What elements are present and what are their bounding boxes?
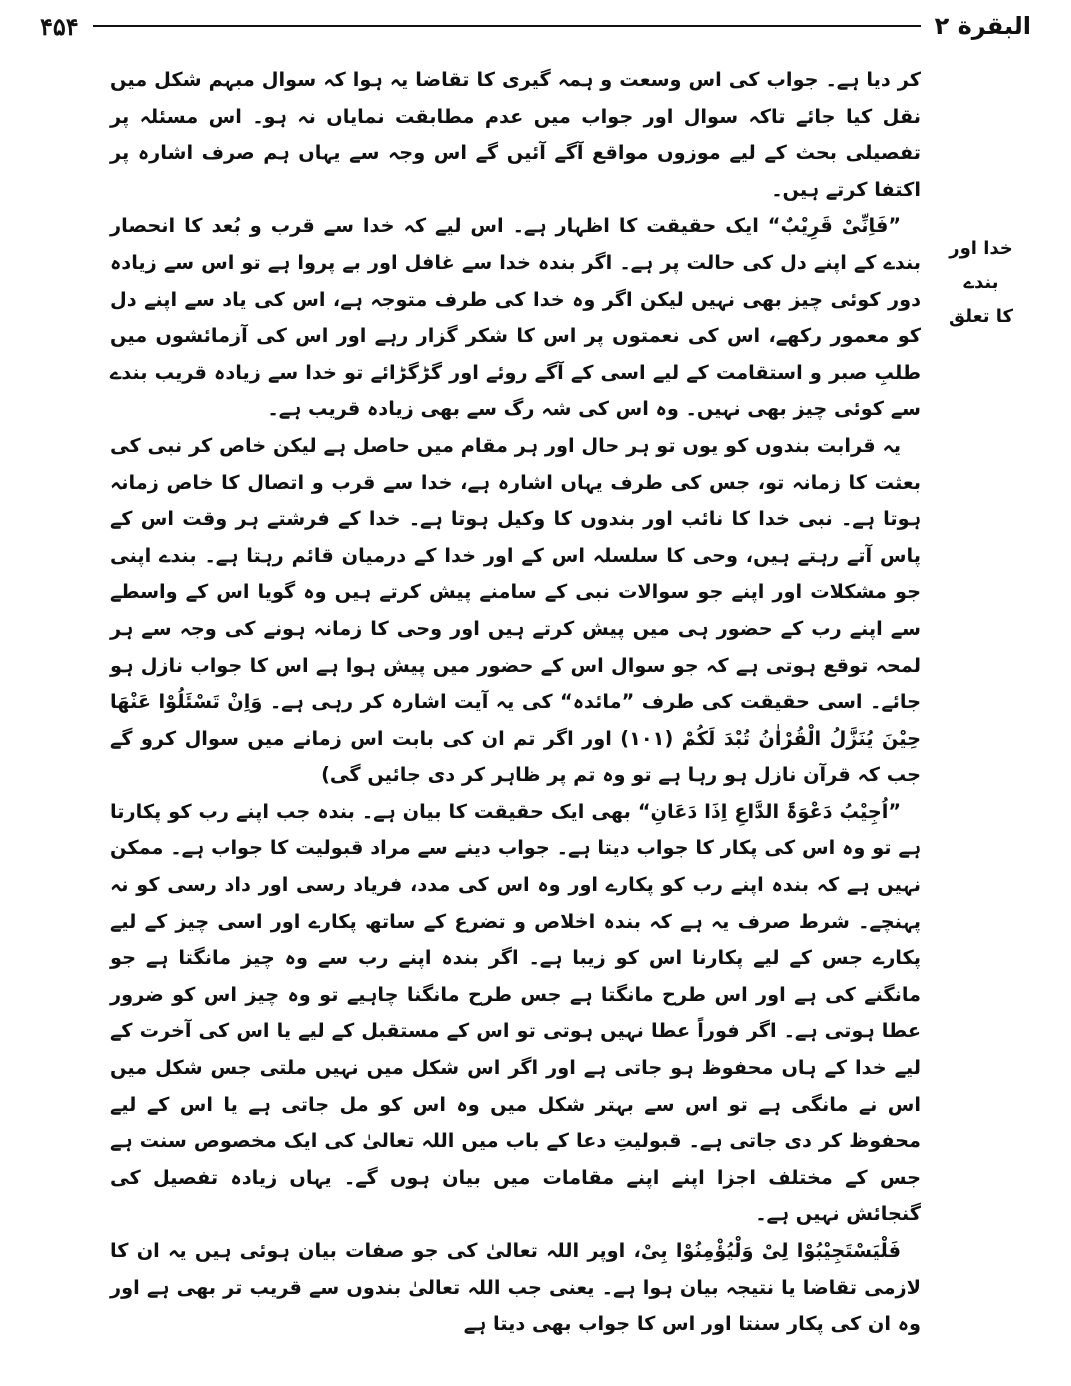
margin-note-line: بندے <box>963 272 999 293</box>
running-title: البقرة ۲ <box>934 12 1031 40</box>
margin-note-line: خدا اور <box>949 238 1013 259</box>
margin-note <box>933 232 1029 334</box>
paragraph: ”فَاِنِّیْ قَرِیْبٌ“ ایک حقیقت کا اظہار ہے۔ اس لیے کہ خدا سے قرب و بُعد کا انحصار بندے کے اپنے دل کی حالت پر ہے۔ اگر بندہ خدا سے غافل اور بے پروا ہے تو اس سے زیادہ دور کوئی چیز بھی نہیں لیکن اگر وہ خدا کی طرف متوجہ ہے، اس کی یاد سے اپنے دل کو معمور رکھے، اس کی نعمتوں پر اس کا شکر گزار رہے اور اس کی آزمائشوں میں طلبِ صبر و استقامت کے لیے اسی کے آگے روئے اور گڑگڑائے تو خدا سے زیادہ قریب بندے سے کوئی چیز بھی نہیں۔ وہ اس کی شہ رگ سے بھی زیادہ قریب ہے۔ <box>110 214 921 421</box>
page-header <box>40 6 1031 46</box>
margin-note-line: کا تعلق <box>949 306 1013 327</box>
paragraph: یہ قرابت بندوں کو یوں تو ہر حال اور ہر مقام میں حاصل ہے لیکن خاص کر نبی کی بعثت کا زمانہ تو، جس کی طرف یہاں اشارہ ہے، خدا سے قرب و اتصال کا خاص زمانہ ہوتا ہے۔ نبی خدا کا نائب اور بندوں کا وکیل ہوتا ہے۔ خدا کے فرشتے ہر وقت اس کے پاس آتے رہتے ہیں، وحی کا سلسلہ اس کے اور خدا کے درمیان قائم رہتا ہے۔ بندے اپنی جو مشکلات اور اپنے جو سوالات نبی کے سامنے پیش کرتے ہیں وہ گویا اس کے واسطے سے اپنے رب کے حضور ہی میں پیش کرتے ہیں اور وحی کا زمانہ ہونے کی وجہ سے ہر لمحہ توقع ہوتی ہے کہ جو سوال اس کے حضور میں پیش ہوا ہے اس کا جواب نازل ہو جائے۔ اسی حقیقت کی طرف ”مائدہ“ کی یہ آیت اشارہ کر رہی ہے۔ وَاِنْ تَسْئَلُوْا عَنْھَا حِیْنَ یُنَزَّلُ الْقُرْاٰنُ تُبْدَ لَکُمْ (۱۰۱) اور اگر تم ان کی بابت اس زمانے میں سوال کرو گے جب کہ قرآن نازل ہو رہا ہے تو وہ تم پر ظاہر کر دی جائیں گی) <box>110 433 921 787</box>
body-text <box>110 62 921 1343</box>
paragraph: کر دیا ہے۔ جواب کی اس وسعت و ہمہ گیری کا تقاضا یہ ہوا کہ سوال مبہم شکل میں نقل کیا جائے تاکہ سوال اور جواب میں عدم مطابقت نمایاں نہ ہو۔ اس مسئلہ پر تفصیلی بحث کے لیے موزوں مواقع آگے آئیں گے اس وجہ سے یہاں ہم صرف اشارہ پر اکتفا کرتے ہیں۔ <box>110 68 921 201</box>
header-rule <box>93 25 921 27</box>
paragraph: فَلْیَسْتَجِیْبُوْا لِیْ وَلْیُؤْمِنُوْا بِیْ، اوپر اللہ تعالیٰ کی جو صفات بیان ہوئی ہیں یہ ان کا لازمی تقاضا یا نتیجہ بیان ہوا ہے۔ یعنی جب اللہ تعالیٰ بندوں سے قریب تر بھی ہے اور وہ ان کی پکار سنتا اور اس کا جواب بھی دیتا ہے <box>110 1239 921 1336</box>
paragraph: ”اُجِیْبُ دَعْوَۃَ الدَّاعِ اِذَا دَعَانِ“ بھی ایک حقیقت کا بیان ہے۔ بندہ جب اپنے رب کو پکارتا ہے تو وہ اس کی پکار کا جواب دیتا ہے۔ جواب دینے سے مراد قبولیت کا جواب ہے۔ ممکن نہیں ہے کہ بندہ اپنے رب کو پکارے اور وہ اس کی مدد، فریاد رسی اور داد رسی کو نہ پہنچے۔ شرط صرف یہ ہے کہ بندہ اخلاص و تضرع کے ساتھ پکارے اور اسی چیز کے لیے پکارے جس کے لیے پکارنا اس کو زیبا ہے۔ اگر بندہ اپنے رب سے وہ چیز مانگتا ہے جو مانگنے کی ہے اور اس طرح مانگتا ہے جس طرح مانگنا چاہیے تو وہ چیز اس کو ضرور عطا ہوتی ہے۔ اگر فوراً عطا نہیں ہوتی تو اس کے مستقبل کے لیے یا اس کی آخرت کے لیے خدا کے ہاں محفوظ ہو جاتی ہے اور اگر اس شکل میں نہیں ملتی جس شکل میں اس نے مانگی ہے تو اس سے بہتر شکل میں وہ اس کو مل جاتی ہے یا اس کے لیے محفوظ کر دی جاتی ہے۔ قبولیتِ دعا کے باب میں اللہ تعالیٰ کی ایک مخصوص سنت ہے جس کے مختلف اجزا اپنے اپنے مقامات میں بیان ہوں گے۔ یہاں زیادہ تفصیل کی گنجائش نہیں ہے۔ <box>110 799 921 1226</box>
page-number: ۴۵۴ <box>40 11 79 41</box>
